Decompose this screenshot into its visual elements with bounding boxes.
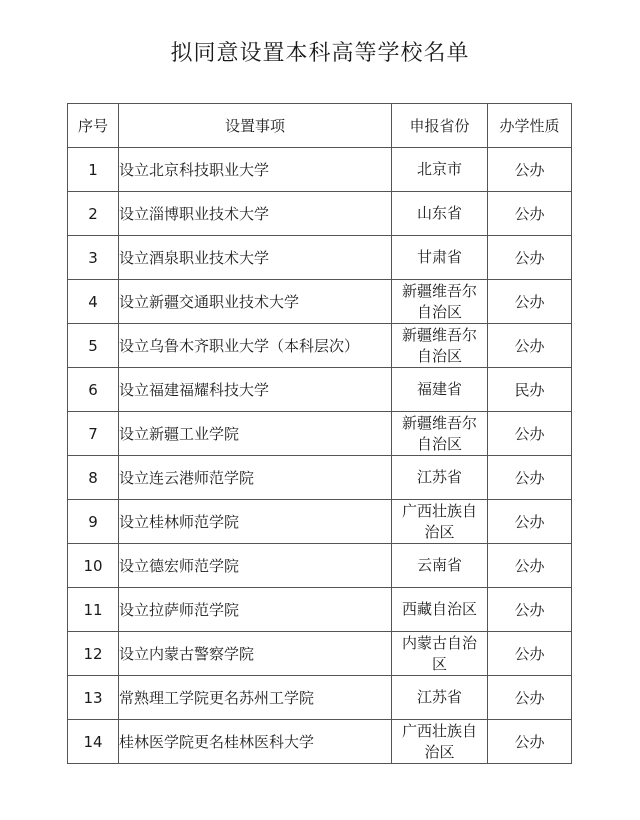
cell-province (392, 456, 488, 500)
cell-province (392, 676, 488, 720)
table-row (68, 280, 572, 324)
province-text: 新疆维吾尔自治区 (401, 325, 477, 365)
cell-item: 设立乌鲁木齐职业大学（本科层次） (119, 324, 392, 368)
table-row (68, 588, 572, 632)
cell-item: 设立内蒙古警察学院 (119, 632, 392, 676)
cell-no: 11 (68, 588, 119, 632)
table-row (68, 324, 572, 368)
table-row (68, 456, 572, 500)
page-title: 拟同意设置本科高等学校名单 (170, 41, 470, 66)
table-header-row (68, 104, 572, 148)
cell-item: 设立德宏师范学院 (119, 544, 392, 588)
cell-province (392, 236, 488, 280)
cell-no: 7 (68, 412, 119, 456)
cell-type: 公办 (488, 148, 572, 192)
cell-no: 10 (68, 544, 119, 588)
table-row (68, 500, 572, 544)
cell-province (392, 500, 488, 544)
cell-province (392, 544, 488, 588)
cell-item: 常熟理工学院更名苏州工学院 (119, 676, 392, 720)
cell-item: 设立新疆工业学院 (119, 412, 392, 456)
cell-item: 设立北京科技职业大学 (119, 148, 392, 192)
cell-no: 3 (68, 236, 119, 280)
cell-type: 公办 (488, 236, 572, 280)
cell-no: 5 (68, 324, 119, 368)
table-row (68, 236, 572, 280)
province-text: 广西壮族自治区 (401, 501, 477, 541)
table-row (68, 676, 572, 720)
cell-province (392, 192, 488, 236)
province-text: 西藏自治区 (401, 600, 477, 618)
table-row (68, 148, 572, 192)
province-text: 新疆维吾尔自治区 (401, 413, 477, 453)
cell-no: 12 (68, 632, 119, 676)
cell-type: 公办 (488, 720, 572, 764)
cell-type: 公办 (488, 588, 572, 632)
cell-type: 公办 (488, 456, 572, 500)
header-province: 申报省份 (392, 104, 488, 148)
cell-province (392, 148, 488, 192)
cell-province (392, 368, 488, 412)
cell-no: 9 (68, 500, 119, 544)
cell-type: 公办 (488, 280, 572, 324)
cell-province (392, 280, 488, 324)
province-text: 广西壮族自治区 (401, 721, 477, 761)
schools-table (67, 103, 572, 764)
header-item: 设置事项 (119, 104, 392, 148)
cell-type: 民办 (488, 368, 572, 412)
cell-item: 设立酒泉职业技术大学 (119, 236, 392, 280)
cell-item: 设立福建福耀科技大学 (119, 368, 392, 412)
cell-no: 14 (68, 720, 119, 764)
cell-item: 设立桂林师范学院 (119, 500, 392, 544)
cell-province (392, 412, 488, 456)
cell-no: 4 (68, 280, 119, 324)
table-row (68, 632, 572, 676)
cell-item: 设立连云港师范学院 (119, 456, 392, 500)
header-type: 办学性质 (488, 104, 572, 148)
cell-item: 设立新疆交通职业技术大学 (119, 280, 392, 324)
province-text: 山东省 (416, 204, 462, 222)
province-text: 北京市 (416, 160, 462, 178)
cell-item: 设立拉萨师范学院 (119, 588, 392, 632)
cell-no: 2 (68, 192, 119, 236)
cell-no: 6 (68, 368, 119, 412)
cell-no: 8 (68, 456, 119, 500)
cell-no: 1 (68, 148, 119, 192)
cell-type: 公办 (488, 412, 572, 456)
table-row (68, 544, 572, 588)
cell-province (392, 632, 488, 676)
province-text: 云南省 (416, 556, 462, 574)
table-row (68, 368, 572, 412)
header-no: 序号 (68, 104, 119, 148)
cell-type: 公办 (488, 632, 572, 676)
cell-type: 公办 (488, 500, 572, 544)
province-text: 江苏省 (416, 688, 462, 706)
province-text: 新疆维吾尔自治区 (401, 281, 477, 321)
table-row (68, 192, 572, 236)
cell-item: 桂林医学院更名桂林医科大学 (119, 720, 392, 764)
province-text: 江苏省 (416, 468, 462, 486)
province-text: 福建省 (416, 380, 462, 398)
table-row (68, 412, 572, 456)
cell-item: 设立淄博职业技术大学 (119, 192, 392, 236)
table-row (68, 720, 572, 764)
cell-province (392, 324, 488, 368)
province-text: 甘肃省 (416, 248, 462, 266)
province-text: 内蒙古自治区 (401, 633, 477, 673)
cell-type: 公办 (488, 544, 572, 588)
cell-province (392, 720, 488, 764)
cell-province (392, 588, 488, 632)
cell-type: 公办 (488, 192, 572, 236)
table-body (68, 148, 572, 764)
cell-no: 13 (68, 676, 119, 720)
cell-type: 公办 (488, 676, 572, 720)
cell-type: 公办 (488, 324, 572, 368)
